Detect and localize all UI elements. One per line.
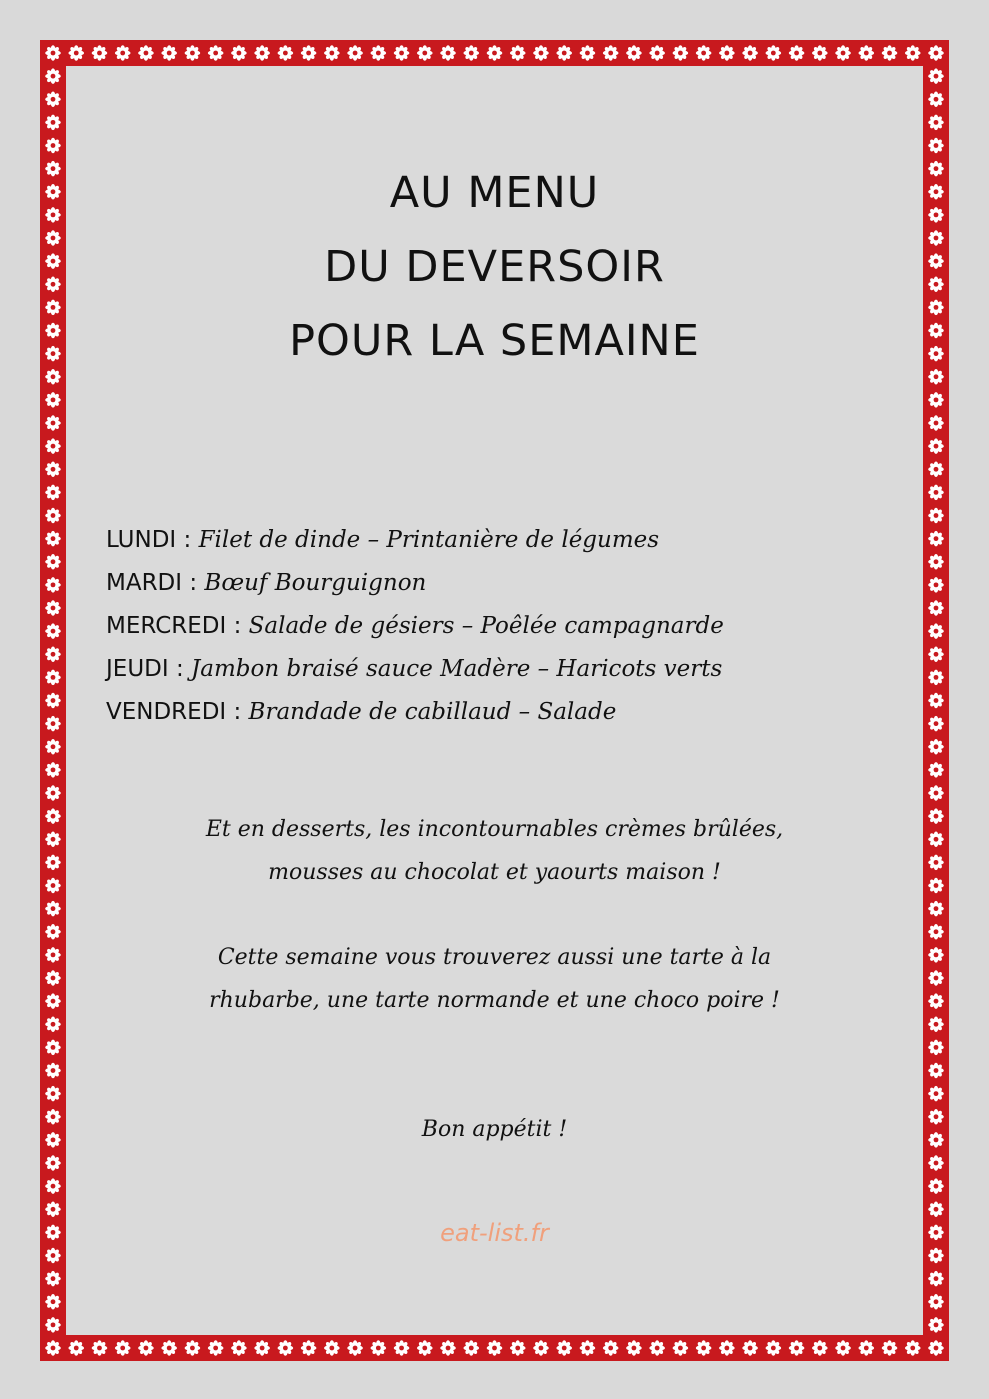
flower-icon — [928, 392, 944, 408]
page-title — [66, 156, 923, 378]
flower-icon — [603, 45, 619, 61]
flower-icon — [45, 855, 61, 871]
flower-icon — [45, 461, 61, 477]
flower-icon — [928, 230, 944, 246]
flower-icon — [928, 855, 944, 871]
flower-icon — [68, 1340, 84, 1356]
flower-icon — [463, 1340, 479, 1356]
closing-text: Bon appétit ! — [421, 1117, 568, 1142]
flower-icon — [742, 45, 758, 61]
flower-icon — [928, 115, 944, 131]
flower-icon — [905, 1340, 921, 1356]
flower-icon — [928, 1016, 944, 1032]
flower-icon — [928, 1225, 944, 1241]
flower-icon — [115, 45, 131, 61]
flower-icon — [928, 485, 944, 501]
flower-icon — [580, 45, 596, 61]
flower-icon — [45, 1225, 61, 1241]
flower-icon — [487, 1340, 503, 1356]
flower-icon — [928, 91, 944, 107]
flower-icon — [928, 924, 944, 940]
flower-icon — [556, 1340, 572, 1356]
flower-icon — [45, 323, 61, 339]
flower-icon — [905, 45, 921, 61]
flower-icon — [440, 1340, 456, 1356]
flower-icon — [510, 45, 526, 61]
title-line: POUR LA SEMAINE — [289, 316, 700, 366]
menu-item — [106, 648, 906, 691]
flower-icon — [928, 1063, 944, 1079]
flower-icon — [324, 1340, 340, 1356]
flower-icon — [161, 45, 177, 61]
flower-icon — [115, 1340, 131, 1356]
flower-icon — [185, 45, 201, 61]
flower-icon — [254, 45, 270, 61]
flower-icon — [580, 1340, 596, 1356]
flower-icon — [928, 253, 944, 269]
flower-icon — [45, 138, 61, 154]
flower-icon — [928, 346, 944, 362]
flower-icon — [510, 1340, 526, 1356]
flower-icon — [603, 1340, 619, 1356]
flower-icon — [928, 184, 944, 200]
flower-icon — [45, 346, 61, 362]
flower-icon — [928, 577, 944, 593]
flower-icon — [928, 1178, 944, 1194]
flower-icon — [45, 1340, 61, 1356]
flower-icon — [45, 230, 61, 246]
flower-icon — [928, 1294, 944, 1310]
flower-icon — [928, 1317, 944, 1333]
flower-icon — [45, 161, 61, 177]
flower-icon — [92, 1340, 108, 1356]
flower-icon — [928, 739, 944, 755]
flower-icon — [45, 485, 61, 501]
flower-icon — [719, 45, 735, 61]
flower-icon — [789, 45, 805, 61]
flower-icon — [45, 1086, 61, 1102]
flower-icon — [928, 461, 944, 477]
flower-icon — [45, 508, 61, 524]
flower-icon — [45, 45, 61, 61]
flower-icon — [45, 1271, 61, 1287]
flower-icon — [928, 901, 944, 917]
flower-icon — [208, 45, 224, 61]
flower-icon — [45, 1063, 61, 1079]
flower-icon — [928, 531, 944, 547]
flower-icon — [324, 45, 340, 61]
flower-icon — [138, 1340, 154, 1356]
flower-icon — [45, 300, 61, 316]
flower-icon — [45, 739, 61, 755]
flower-icon — [766, 1340, 782, 1356]
flower-icon — [742, 1340, 758, 1356]
flower-icon — [812, 45, 828, 61]
flower-icon — [45, 438, 61, 454]
flower-icon — [928, 785, 944, 801]
flower-icon — [928, 207, 944, 223]
flower-icon — [928, 68, 944, 84]
watermark: eat-list.fr — [440, 1219, 549, 1247]
flower-icon — [45, 91, 61, 107]
flower-icon — [649, 1340, 665, 1356]
flower-icon — [928, 1155, 944, 1171]
flower-icon — [928, 993, 944, 1009]
menu-day: LUNDI : — [106, 527, 192, 553]
flower-icon — [440, 45, 456, 61]
flower-icon — [835, 1340, 851, 1356]
flower-icon — [68, 45, 84, 61]
flower-icon — [673, 1340, 689, 1356]
flower-icon — [928, 808, 944, 824]
flower-icon — [696, 45, 712, 61]
flower-icon — [231, 45, 247, 61]
flower-icon — [45, 253, 61, 269]
menu-dish: Salade de gésiers – Poêlée campagnarde — [241, 613, 724, 639]
flower-icon — [371, 1340, 387, 1356]
menu-item — [106, 519, 906, 562]
flower-icon — [45, 1178, 61, 1194]
flower-icon — [45, 207, 61, 223]
flower-icon — [45, 1317, 61, 1333]
flower-icon — [928, 600, 944, 616]
flower-icon — [928, 276, 944, 292]
menu-day: MARDI : — [106, 570, 198, 596]
flower-icon — [928, 300, 944, 316]
flower-icon — [463, 45, 479, 61]
pies-line: rhubarbe, une tarte normande et une choco poire ! — [209, 988, 780, 1013]
flower-icon — [45, 415, 61, 431]
flower-icon — [45, 531, 61, 547]
flower-icon — [835, 45, 851, 61]
flower-icon — [556, 45, 572, 61]
flower-icon — [45, 1201, 61, 1217]
menu-item — [106, 605, 906, 648]
flower-icon — [928, 1201, 944, 1217]
desserts-paragraph — [66, 808, 923, 894]
flower-icon — [533, 1340, 549, 1356]
flower-icon — [928, 554, 944, 570]
flower-icon — [928, 623, 944, 639]
flower-icon — [45, 623, 61, 639]
flower-icon — [45, 1109, 61, 1125]
menu-day: JEUDI : — [106, 656, 184, 682]
flower-icon — [45, 993, 61, 1009]
flower-icon — [928, 1271, 944, 1287]
flower-icon — [928, 947, 944, 963]
flower-icon — [696, 1340, 712, 1356]
flower-icon — [649, 45, 665, 61]
flower-icon — [928, 646, 944, 662]
flower-icon — [928, 1109, 944, 1125]
menu-dish: Bœuf Bourguignon — [197, 570, 427, 596]
pies-paragraph — [66, 936, 923, 1022]
title-line: AU MENU — [389, 168, 600, 218]
flower-icon — [45, 831, 61, 847]
flower-icon — [858, 45, 874, 61]
flower-icon — [928, 45, 944, 61]
flower-icon — [45, 184, 61, 200]
flower-icon — [928, 670, 944, 686]
flower-icon — [858, 1340, 874, 1356]
flower-icon — [45, 554, 61, 570]
flower-icon — [45, 1040, 61, 1056]
flower-icon — [626, 1340, 642, 1356]
menu-day: MERCREDI : — [106, 613, 242, 639]
flower-icon — [92, 45, 108, 61]
flower-icon — [45, 1294, 61, 1310]
flower-icon — [928, 161, 944, 177]
flower-icon — [45, 785, 61, 801]
flower-icon — [882, 1340, 898, 1356]
flower-icon — [301, 45, 317, 61]
flower-icon — [487, 45, 503, 61]
flower-icon — [45, 878, 61, 894]
flower-icon — [45, 68, 61, 84]
menu-content — [66, 66, 923, 1335]
flower-icon — [45, 716, 61, 732]
flower-icon — [928, 508, 944, 524]
flower-icon — [394, 45, 410, 61]
desserts-line: Et en desserts, les incontournables crèmes brûlées, — [205, 817, 784, 842]
flower-icon — [928, 693, 944, 709]
flower-icon — [45, 1016, 61, 1032]
flower-icon — [928, 1132, 944, 1148]
flower-icon — [417, 45, 433, 61]
flower-icon — [45, 808, 61, 824]
flower-icon — [347, 45, 363, 61]
flower-icon — [45, 600, 61, 616]
flower-icon — [928, 762, 944, 778]
menu-dish: Jambon braisé sauce Madère – Haricots verts — [183, 656, 723, 682]
flower-icon — [45, 693, 61, 709]
flower-icon — [231, 1340, 247, 1356]
flower-icon — [45, 1248, 61, 1264]
flower-icon — [928, 1040, 944, 1056]
flower-icon — [347, 1340, 363, 1356]
flower-icon — [928, 831, 944, 847]
flower-icon — [208, 1340, 224, 1356]
flower-icon — [278, 1340, 294, 1356]
flower-icon — [928, 878, 944, 894]
title-line: DU DEVERSOIR — [324, 242, 665, 292]
flower-icon — [928, 1340, 944, 1356]
flower-icon — [928, 970, 944, 986]
menu-item — [106, 691, 906, 734]
flower-icon — [45, 392, 61, 408]
menu-dish: Filet de dinde – Printanière de légumes — [191, 527, 660, 553]
flower-icon — [185, 1340, 201, 1356]
flower-icon — [928, 369, 944, 385]
flower-icon — [928, 716, 944, 732]
flower-icon — [45, 369, 61, 385]
weekly-menu-list — [106, 519, 906, 734]
flower-icon — [45, 646, 61, 662]
flower-icon — [928, 1086, 944, 1102]
flower-icon — [45, 577, 61, 593]
flower-icon — [789, 1340, 805, 1356]
flower-icon — [278, 45, 294, 61]
flower-icon — [45, 762, 61, 778]
flower-icon — [417, 1340, 433, 1356]
flower-icon — [533, 45, 549, 61]
flower-icon — [45, 115, 61, 131]
flower-icon — [626, 45, 642, 61]
flower-icon — [928, 415, 944, 431]
flower-icon — [45, 970, 61, 986]
flower-icon — [45, 947, 61, 963]
desserts-line: mousses au chocolat et yaourts maison ! — [268, 860, 721, 885]
flower-icon — [766, 45, 782, 61]
flower-icon — [719, 1340, 735, 1356]
flower-icon — [254, 1340, 270, 1356]
flower-icon — [301, 1340, 317, 1356]
flower-icon — [138, 45, 154, 61]
flower-icon — [45, 1155, 61, 1171]
flower-icon — [45, 924, 61, 940]
flower-icon — [928, 438, 944, 454]
menu-day: VENDREDI : — [106, 699, 242, 725]
flower-icon — [45, 670, 61, 686]
menu-dish: Brandade de cabillaud – Salade — [241, 699, 617, 725]
flower-icon — [161, 1340, 177, 1356]
flower-icon — [928, 1248, 944, 1264]
flower-icon — [882, 45, 898, 61]
flower-icon — [812, 1340, 828, 1356]
flower-icon — [371, 45, 387, 61]
flower-icon — [45, 901, 61, 917]
flower-icon — [45, 276, 61, 292]
flower-icon — [928, 138, 944, 154]
flower-icon — [45, 1132, 61, 1148]
flower-icon — [394, 1340, 410, 1356]
flower-icon — [673, 45, 689, 61]
pies-line: Cette semaine vous trouverez aussi une tarte à la — [217, 945, 772, 970]
flower-icon — [928, 323, 944, 339]
menu-item — [106, 562, 906, 605]
